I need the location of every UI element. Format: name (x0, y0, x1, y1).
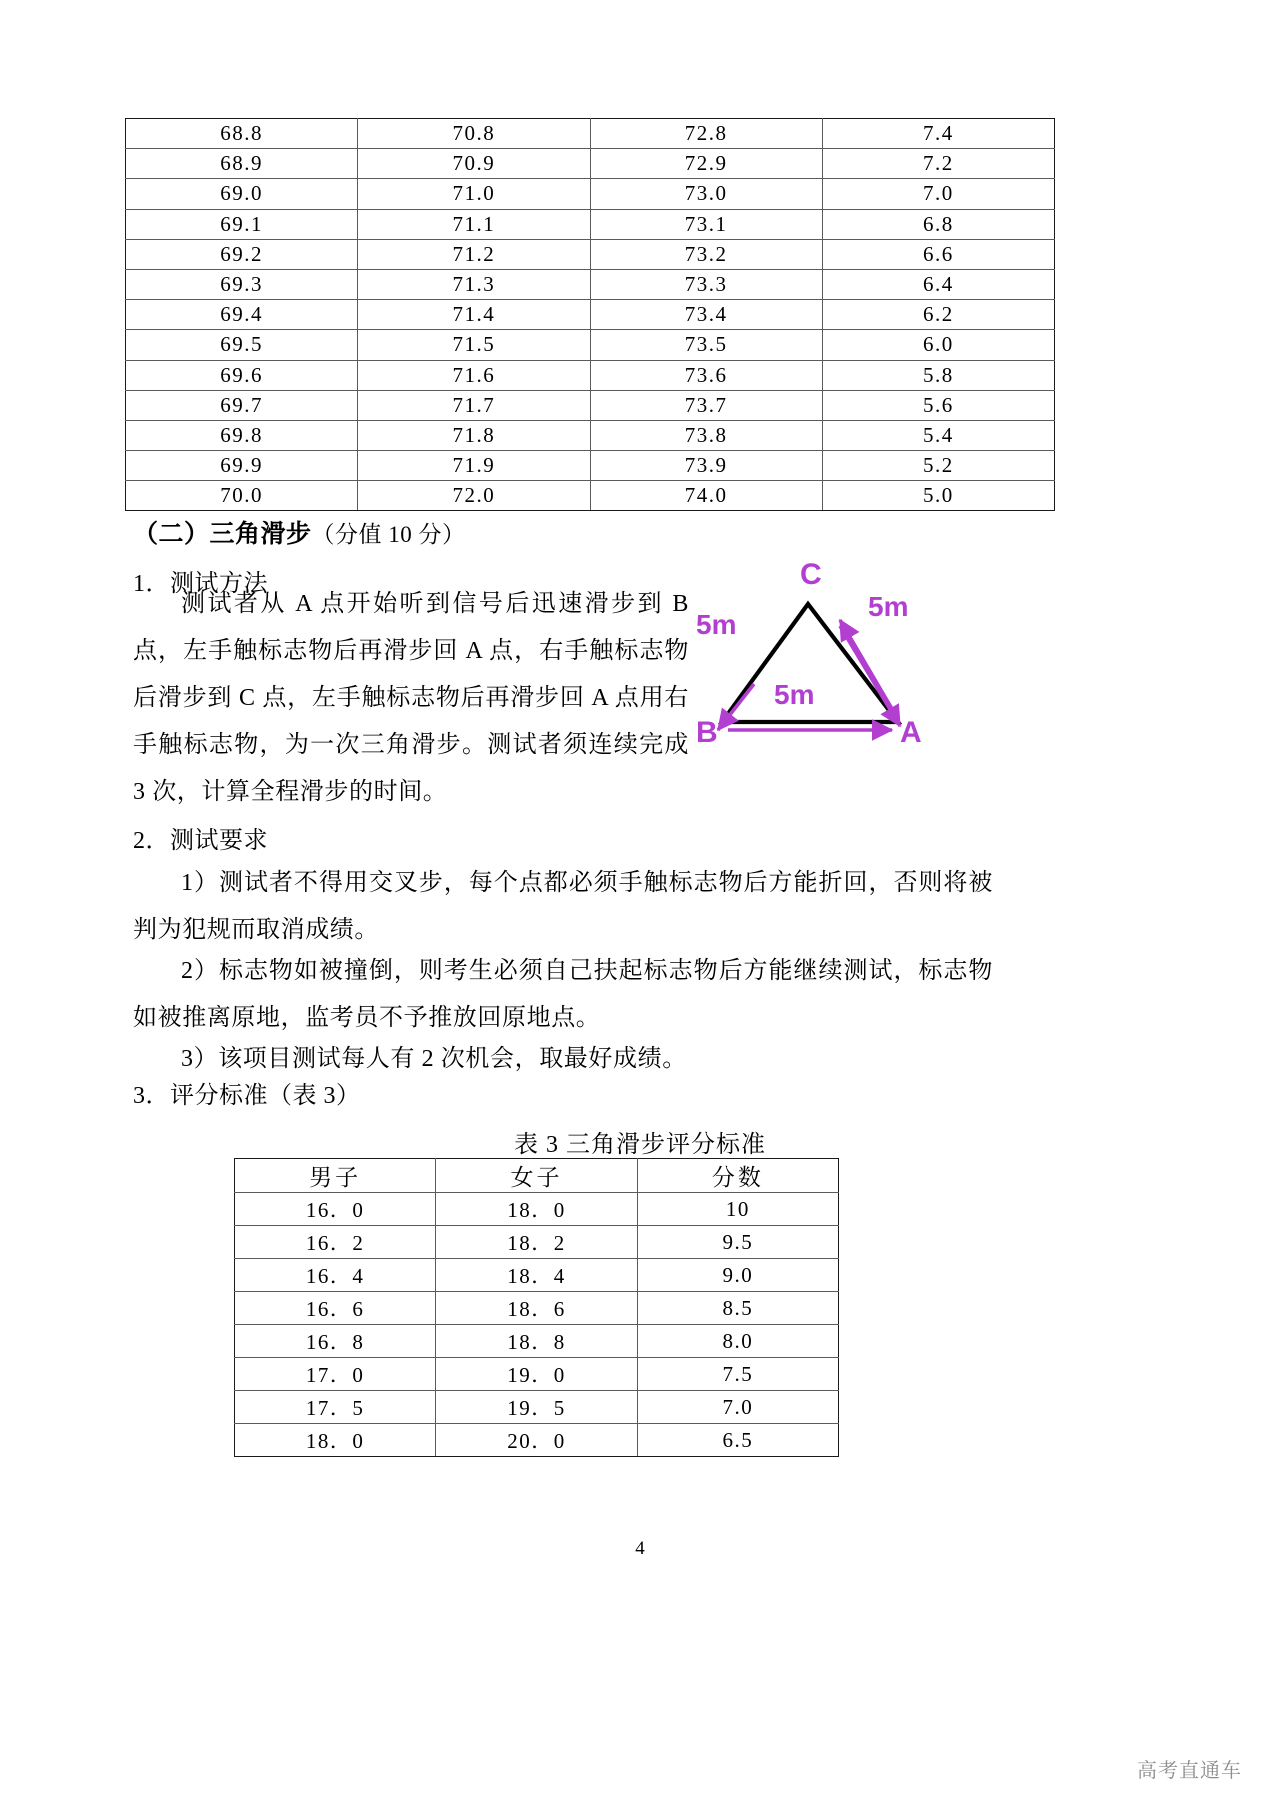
page-number: 4 (635, 1538, 645, 1559)
section-heading-bold: （二）三角滑步 (133, 521, 312, 548)
vertex-label-a: A (900, 716, 922, 749)
subsection-title-method: 1．测试方法 (133, 571, 268, 597)
table-cell: 74.0 (590, 481, 822, 511)
table-row (126, 119, 1055, 149)
table-cell: 9.0 (637, 1259, 838, 1292)
table-cell: 6.8 (822, 209, 1054, 239)
table-cell: 9.5 (637, 1226, 838, 1259)
table-cell: 19．0 (436, 1358, 637, 1391)
table-row (126, 179, 1055, 209)
table-cell: 70.9 (358, 149, 590, 179)
table-cell: 5.2 (822, 451, 1054, 481)
table-row (126, 451, 1055, 481)
table-cell: 72.0 (358, 481, 590, 511)
table-cell: 6.5 (637, 1424, 838, 1457)
watermark-label: 高考直通车 (1137, 1760, 1242, 1782)
table-row (126, 239, 1055, 269)
table3-caption: 表 3 三角滑步评分标准 (514, 1132, 766, 1158)
table-cell: 10 (637, 1193, 838, 1226)
subsection-title-scoring: 3．评分标准（表 3） (133, 1083, 361, 1109)
table-cell: 73.4 (590, 300, 822, 330)
section-heading (133, 514, 466, 550)
table-cell: 6.0 (822, 330, 1054, 360)
table-cell: 69.3 (126, 269, 358, 299)
table-row (126, 481, 1055, 511)
table-cell: 7.4 (822, 119, 1054, 149)
table-cell: 71.5 (358, 330, 590, 360)
table-cell: 73.1 (590, 209, 822, 239)
table-cell: 73.2 (590, 239, 822, 269)
table-cell: 69.5 (126, 330, 358, 360)
table-cell: 5.0 (822, 481, 1054, 511)
table-cell: 18．8 (436, 1325, 637, 1358)
table-row (235, 1226, 839, 1259)
table-row (126, 209, 1055, 239)
table-cell: 5.8 (822, 360, 1054, 390)
table-cell: 69.8 (126, 420, 358, 450)
table-cell: 8.5 (637, 1292, 838, 1325)
table-row (235, 1424, 839, 1457)
table-cell: 71.4 (358, 300, 590, 330)
table-cell: 70.0 (126, 481, 358, 511)
table-cell: 16．2 (235, 1226, 436, 1259)
table-cell: 7.0 (637, 1391, 838, 1424)
table-cell: 16．4 (235, 1259, 436, 1292)
table-cell: 69.4 (126, 300, 358, 330)
table-cell: 6.4 (822, 269, 1054, 299)
table-cell: 18．4 (436, 1259, 637, 1292)
table-row (126, 269, 1055, 299)
table3-scoring-standard (234, 1158, 839, 1457)
table-cell: 68.8 (126, 119, 358, 149)
table-row (235, 1391, 839, 1424)
table-cell: 73.9 (590, 451, 822, 481)
table-cell: 16．8 (235, 1325, 436, 1358)
table-cell: 6.6 (822, 239, 1054, 269)
table-cell: 71.6 (358, 360, 590, 390)
table-cell: 69.1 (126, 209, 358, 239)
table-cell: 73.6 (590, 360, 822, 390)
table-cell: 68.9 (126, 149, 358, 179)
table-cell: 18．2 (436, 1226, 637, 1259)
table-cell: 17．5 (235, 1391, 436, 1424)
paragraph-method-body: 测试者从 A 点开始听到信号后迅速滑步到 B 点，左手触标志物后再滑步回 A 点，右手触标志物后滑步到 C 点，左手触标志物后再滑步回 A 点用右手触标志物，为一次三角滑步。测试者须连续完成 3 次，计算全程滑步的时间。 (133, 591, 689, 805)
table-cell: 69.6 (126, 360, 358, 390)
table-cell: 73.3 (590, 269, 822, 299)
table-column-header: 分数 (637, 1159, 838, 1193)
table-cell: 73.0 (590, 179, 822, 209)
table-cell: 20．0 (436, 1424, 637, 1457)
table-cell: 71.0 (358, 179, 590, 209)
table-cell: 71.2 (358, 239, 590, 269)
table-cell: 5.6 (822, 390, 1054, 420)
table-cell: 8.0 (637, 1325, 838, 1358)
table-row (235, 1259, 839, 1292)
table-cell: 73.8 (590, 420, 822, 450)
table-column-header: 女子 (436, 1159, 637, 1193)
vertex-label-b: B (696, 716, 718, 749)
table-row (235, 1292, 839, 1325)
table-cell: 69.7 (126, 390, 358, 420)
table-cell: 70.8 (358, 119, 590, 149)
table-column-header: 男子 (235, 1159, 436, 1193)
table-row (126, 360, 1055, 390)
table-cell: 7.0 (822, 179, 1054, 209)
scoring-table-continued (125, 118, 1055, 511)
table-cell: 18．0 (436, 1193, 637, 1226)
table-cell: 18．6 (436, 1292, 637, 1325)
arrow-right-edge-up (840, 620, 895, 714)
edge-label-left: 5m (696, 609, 737, 640)
table-cell: 69.0 (126, 179, 358, 209)
paragraph-requirement-3: 3）该项目测试每人有 2 次机会，取最好成绩。 (181, 1046, 687, 1072)
table-row (126, 300, 1055, 330)
table-cell: 16．6 (235, 1292, 436, 1325)
subsection-title-requirements: 2．测试要求 (133, 828, 268, 854)
table-cell: 73.5 (590, 330, 822, 360)
table-cell: 71.9 (358, 451, 590, 481)
arrow-right-edge-down (840, 626, 900, 726)
table-cell: 18．0 (235, 1424, 436, 1457)
triangle-skating-diagram (690, 552, 960, 752)
table-cell: 7.2 (822, 149, 1054, 179)
paragraph-requirement-2: 2）标志物如被撞倒，则考生必须自己扶起标志物后方能继续测试，标志物如被推离原地，监考员不予推放回原地点。 (133, 958, 993, 1031)
table-cell: 17．0 (235, 1358, 436, 1391)
table-cell: 7.5 (637, 1358, 838, 1391)
table-cell: 19．5 (436, 1391, 637, 1424)
table-cell: 71.7 (358, 390, 590, 420)
table-cell: 71.8 (358, 420, 590, 450)
table-cell: 6.2 (822, 300, 1054, 330)
table-cell: 5.4 (822, 420, 1054, 450)
table-cell: 72.8 (590, 119, 822, 149)
table-cell: 72.9 (590, 149, 822, 179)
table-row (126, 149, 1055, 179)
table-row (235, 1193, 839, 1226)
table-row (126, 420, 1055, 450)
vertex-label-c: C (800, 558, 822, 591)
table-cell: 71.3 (358, 269, 590, 299)
table-header-row (235, 1159, 839, 1193)
table-row (235, 1358, 839, 1391)
section-heading-score: （分值 10 分） (311, 522, 466, 547)
table-cell: 71.1 (358, 209, 590, 239)
table-row (126, 390, 1055, 420)
edge-label-bottom: 5m (774, 679, 815, 710)
table-cell: 73.7 (590, 390, 822, 420)
table-row (235, 1325, 839, 1358)
table-cell: 69.2 (126, 239, 358, 269)
table-cell: 16．0 (235, 1193, 436, 1226)
edge-label-right: 5m (868, 591, 909, 622)
paragraph-requirement-1: 1）测试者不得用交叉步，每个点都必须手触标志物后方能折回，否则将被判为犯规而取消成绩。 (133, 870, 993, 943)
table-row (126, 330, 1055, 360)
table-cell: 69.9 (126, 451, 358, 481)
